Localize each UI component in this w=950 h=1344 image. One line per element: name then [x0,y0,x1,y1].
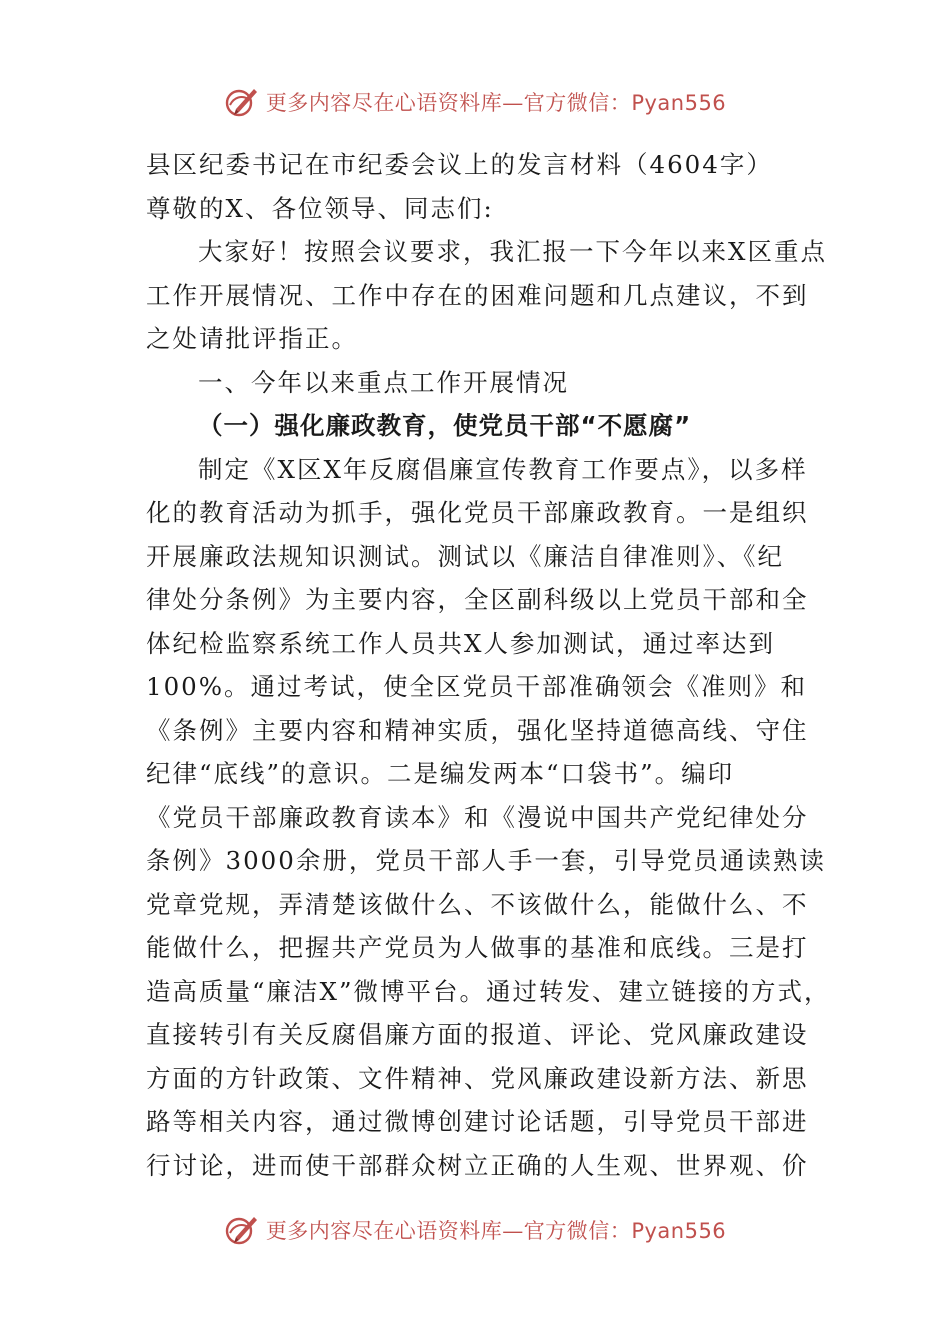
body-line: 《党员干部廉政教育读本》和《漫说中国共产党纪律处分 [146,802,809,832]
body-line: 开展廉政法规知识测试。测试以《廉洁自律准则》、《纪 [146,541,784,571]
section-heading: 一、今年以来重点工作开展情况 [198,367,569,397]
body-line: 党章党规，弄清楚该做什么、不该做什么，能做什么、不 [146,889,809,919]
subsection-heading: （一）强化廉政教育，使党员干部“不愿腐” [198,411,692,440]
body-line: 《条例》主要内容和精神实质，强化坚持道德高线、守住 [146,715,809,745]
body-line: 方面的方针政策、文件精神、党风廉政建设新方法、新思 [146,1063,809,1093]
wechat-id: Pyan556 [631,1219,727,1243]
footer-watermark [0,1210,950,1250]
body-line: 化的教育活动为抓手，强化党员干部廉政教育。一是组织 [146,498,809,527]
intro-line: 大家好！按照会议要求，我汇报一下今年以来X区重点 [198,237,827,266]
watermark-text: 更多内容尽在心语资料库—官方微信：Pyan556 [265,91,727,115]
header-watermark [0,82,950,122]
body-line: 条例》3000余册，党员干部人手一套，引导党员通读熟读 [146,846,826,875]
body-line: 律处分条例》为主要内容，全区副科级以上党员干部和全 [146,585,809,614]
body-line: 路等相关内容，通过微博创建讨论话题，引导党员干部进 [146,1107,809,1136]
body-line: 造高质量“廉洁X”微博平台。通过转发、建立链接的方式， [146,976,831,1006]
pen-logo-icon [224,1213,258,1247]
body-line: 制定《X区X年反腐倡廉宣传教育工作要点》，以多样 [198,454,808,484]
document-title: 县区纪委书记在市纪委会议上的发言材料（4604字） [146,150,773,179]
salutation: 尊敬的X、各位领导、同志们: [146,193,494,223]
intro-line: 工作开展情况、工作中存在的困难问题和几点建议，不到 [146,280,809,310]
body-line: 体纪检监察系统工作人员共X人参加测试，通过率达到 [146,628,775,658]
intro-line: 之处请批评指正。 [146,324,358,353]
body-line: 直接转引有关反腐倡廉方面的报道、评论、党风廉政建设 [146,1020,809,1049]
body-line: 能做什么，把握共产党员为人做事的基准和底线。三是打 [146,933,809,962]
document-body [146,143,831,1187]
body-line: 行讨论，进而使干部群众树立正确的人生观、世界观、价 [146,1150,809,1180]
body-line: 100%。通过考试，使全区党员干部准确领会《准则》和 [146,672,808,701]
pen-logo-icon [224,85,258,119]
watermark-text: 更多内容尽在心语资料库—官方微信：Pyan556 [265,1219,727,1243]
body-line: 纪律“底线”的意识。二是编发两本“口袋书”。编印 [146,759,735,788]
wechat-id: Pyan556 [631,91,727,115]
